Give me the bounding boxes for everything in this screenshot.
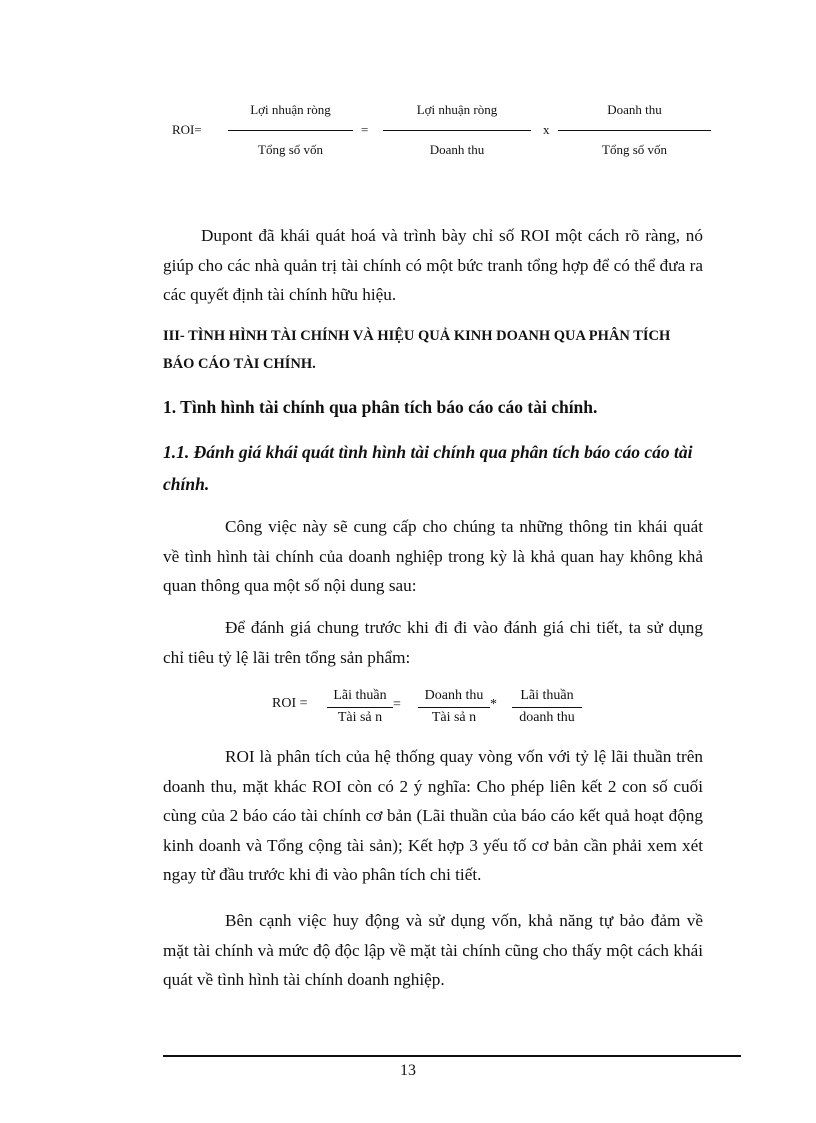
formula1-equals: = bbox=[361, 122, 369, 137]
formula2-numerator-2: Doanh thu bbox=[424, 688, 484, 703]
formula2-equals: = bbox=[393, 697, 401, 712]
formula2-numerator-3: Lãi thuần bbox=[520, 688, 574, 703]
formula2-denominator-3: doanh thu bbox=[519, 710, 575, 725]
formula1-fraction-bar-3 bbox=[558, 130, 711, 131]
formula2-fraction-bar-3 bbox=[512, 707, 582, 708]
paragraph-roi: ROI là phân tích của hệ thống quay vòng vốn với tỷ lệ lãi thuần trên doanh thu, mặt khác ROI còn có 2 ý nghĩa: Cho phép liên kết 2 con số cuối cùng của 2 báo cáo tài chính cơ bản (Lãi thuần của báo cáo kết quả hoạt động kinh doanh và Tổng cộng tài sản); Kết hợp 3 yếu tố cơ bản cần phải xem xét ngay từ đầu trước khi đi vào phân tích chi tiết. bbox=[163, 747, 703, 884]
paragraph-dupont: Dupont đã khái quát hoá và trình bày chỉ số ROI một cách rõ ràng, nó giúp cho các nhà quản trị tài chính có một bức tranh tổng hợp để có thể đưa ra các quyết định tài chính hữu hiệu. bbox=[163, 226, 703, 304]
formula1-denominator-2: Doanh thu bbox=[429, 142, 485, 157]
formula1-fraction-bar-1 bbox=[228, 130, 353, 131]
page-number: 13 bbox=[400, 1062, 416, 1079]
footer-divider bbox=[163, 1055, 741, 1057]
formula1-times: x bbox=[543, 122, 550, 137]
paragraph-bencanh: Bên cạnh việc huy động và sử dụng vốn, khả năng tự bảo đảm về mặt tài chính và mức độ độc lập về mặt tài chính cũng cho thấy một cách khái quát về tình hình tài chính doanh nghiệp. bbox=[163, 911, 703, 989]
formula1-denominator-3: Tổng số vốn bbox=[602, 142, 667, 157]
heading-1-1: 1.1. Đánh giá khái quát tình hình tài chính qua phân tích báo cáo cáo tài chính. bbox=[163, 442, 693, 494]
formula1-lhs: ROI= bbox=[172, 122, 202, 137]
formula1-numerator-2: Lợi nhuận ròng bbox=[416, 102, 498, 117]
formula2-numerator-1: Lãi thuần bbox=[333, 688, 387, 703]
heading-1: 1. Tình hình tài chính qua phân tích báo cáo cáo tài chính. bbox=[163, 397, 598, 417]
formula1-denominator-1: Tổng số vốn bbox=[258, 142, 323, 157]
formula1-numerator-3: Doanh thu bbox=[607, 102, 662, 117]
formula2-denominator-1: Tài sả n bbox=[337, 710, 383, 725]
formula2-fraction-bar-2 bbox=[418, 707, 490, 708]
formula2-lhs: ROI = bbox=[272, 696, 308, 711]
paragraph-dedanhgia: Để đánh giá chung trước khi đi đi vào đánh giá chi tiết, ta sử dụng chỉ tiêu tỷ lệ lãi trên tổng sản phẩm: bbox=[163, 618, 703, 667]
formula1-fraction-bar-2 bbox=[383, 130, 531, 131]
formula2-times: * bbox=[490, 697, 497, 712]
section-heading-iii: III- TÌNH HÌNH TÀI CHÍNH VÀ HIỆU QUẢ KINH DOANH QUA PHÂN TÍCH BÁO CÁO TÀI CHÍNH. bbox=[163, 328, 671, 372]
formula2-denominator-2: Tài sả n bbox=[431, 710, 477, 725]
formula1-numerator-1: Lợi nhuận ròng bbox=[250, 102, 331, 117]
paragraph-congviec: Công việc này sẽ cung cấp cho chúng ta những thông tin khái quát về tình hình tài chính của doanh nghiệp trong kỳ là khả quan hay không khả quan thông qua một số nội dung sau: bbox=[163, 517, 703, 595]
formula2-fraction-bar-1 bbox=[327, 707, 393, 708]
